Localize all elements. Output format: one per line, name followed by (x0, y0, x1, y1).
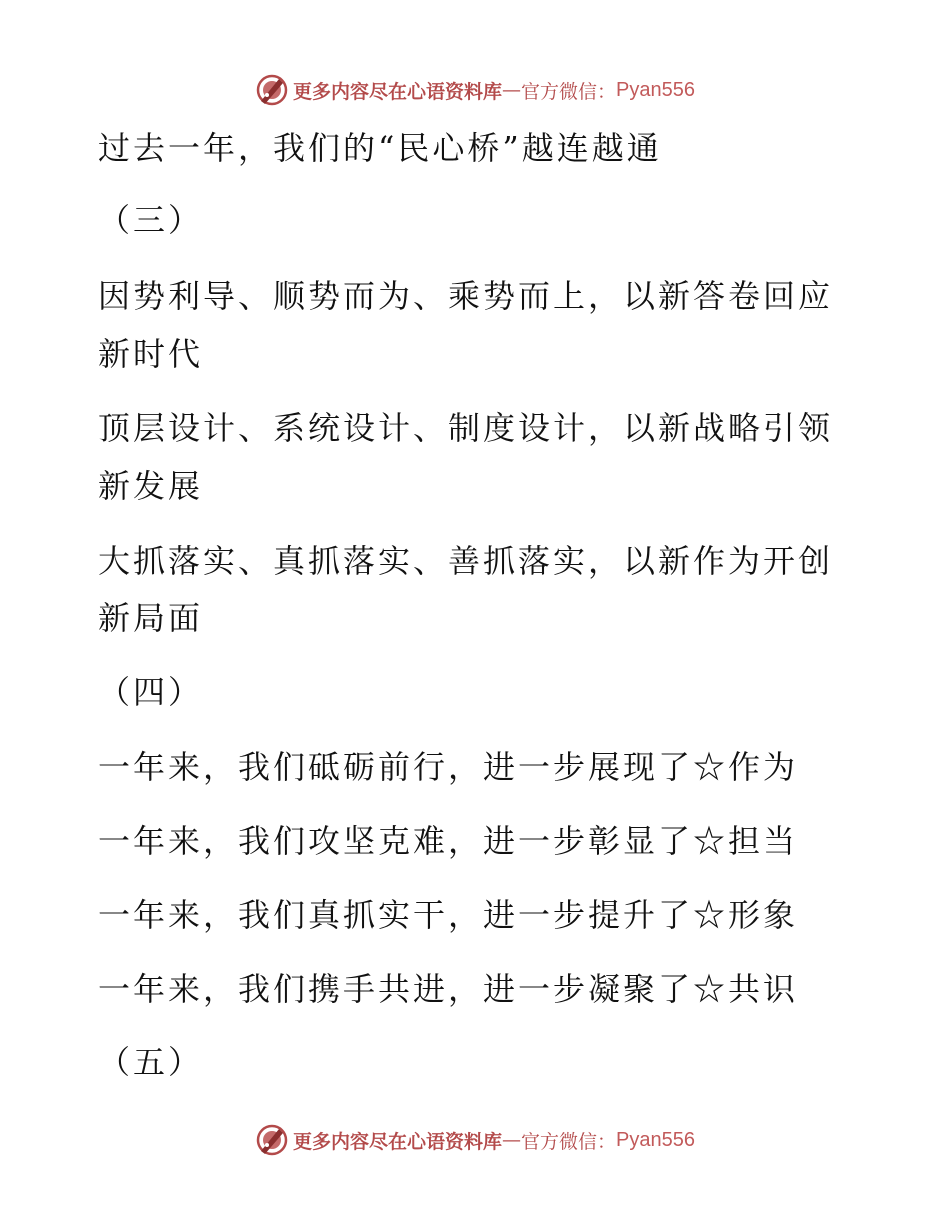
footer-banner (0, 1120, 950, 1160)
text-line-10: 一年来，我们砥砺前行，进一步展现了☆作为 (98, 748, 799, 786)
footer-banner-dash: — (502, 1129, 522, 1151)
header-banner-text: 更多内容尽在心语资料库 (293, 80, 503, 103)
header-banner (0, 70, 950, 110)
text-line-8: 新局面 (98, 599, 204, 637)
header-wechat-id: Pyan556 (616, 78, 695, 101)
text-line-2: （三） (98, 201, 204, 239)
text-line-12: 一年来，我们真抓实干，进一步提升了☆形象 (98, 896, 799, 934)
pen-logo-icon (255, 73, 289, 107)
footer-banner-text: 更多内容尽在心语资料库 (293, 1130, 503, 1153)
footer-wechat-label: 官方微信： (521, 1130, 617, 1153)
text-line-3: 因势利导、顺势而为、乘势而上，以新答卷回应 (98, 277, 834, 315)
footer-wechat-id: Pyan556 (616, 1128, 695, 1151)
text-line-5: 顶层设计、系统设计、制度设计，以新战略引领 (98, 409, 834, 447)
text-line-14: （五） (98, 1043, 204, 1081)
text-line-7: 大抓落实、真抓落实、善抓落实，以新作为开创 (98, 542, 834, 580)
pen-logo-icon (255, 1123, 289, 1157)
text-line-11: 一年来，我们攻坚克难，进一步彰显了☆担当 (98, 822, 799, 860)
header-banner-dash: — (502, 79, 522, 101)
header-wechat-label: 官方微信： (521, 80, 617, 103)
text-line-4: 新时代 (98, 335, 204, 373)
text-line-9: （四） (98, 673, 204, 711)
text-line-1: 过去一年，我们的“民心桥”越连越通 (98, 129, 662, 167)
text-line-13: 一年来，我们携手共进，进一步凝聚了☆共识 (98, 970, 799, 1008)
text-line-6: 新发展 (98, 467, 204, 505)
